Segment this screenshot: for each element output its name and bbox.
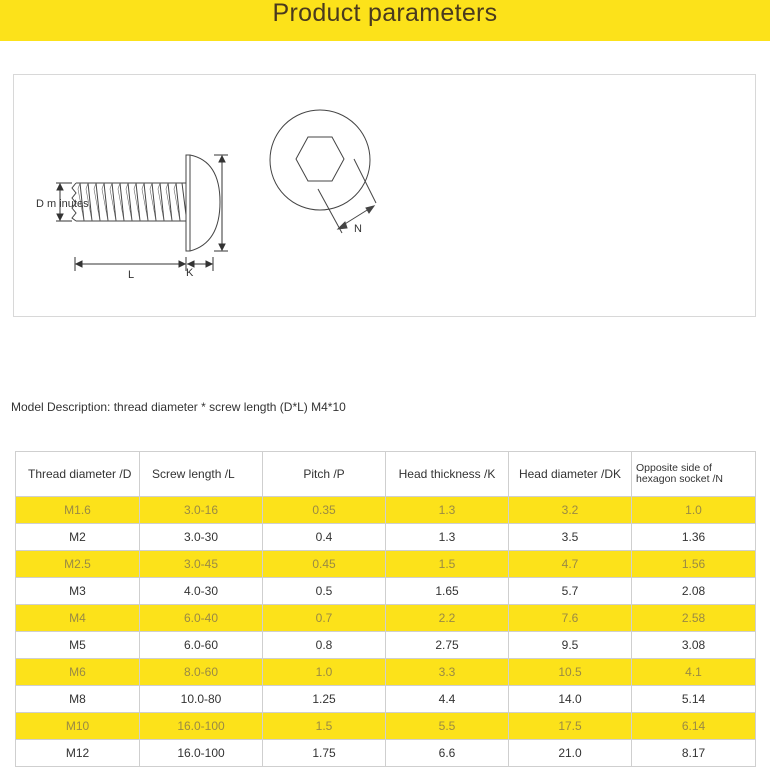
n-label: N [354, 223, 362, 235]
screw-diagram [13, 74, 756, 317]
cell-thread-diameter: M1.6 [16, 497, 140, 524]
cell-pitch: 0.45 [263, 551, 386, 578]
table-header-row [16, 452, 756, 497]
cell-hex-socket: 6.14 [632, 713, 756, 740]
cell-screw-length: 6.0-40 [140, 605, 263, 632]
cell-pitch: 0.35 [263, 497, 386, 524]
cell-head-thickness: 1.5 [386, 551, 509, 578]
cell-hex-socket: 1.56 [632, 551, 756, 578]
cell-pitch: 1.5 [263, 713, 386, 740]
header-pitch: Pitch /P [263, 452, 386, 497]
header-thread-diameter: Thread diameter /D [16, 452, 140, 497]
page-title: Product parameters [272, 0, 498, 27]
table-row [16, 524, 756, 551]
cell-pitch: 1.25 [263, 686, 386, 713]
header-hex-socket: Opposite side of hexagon socket /N [632, 452, 756, 497]
cell-pitch: 0.8 [263, 632, 386, 659]
cell-hex-socket: 3.08 [632, 632, 756, 659]
title-banner [0, 0, 770, 41]
table-row [16, 632, 756, 659]
cell-head-diameter: 3.5 [509, 524, 632, 551]
cell-thread-diameter: M2 [16, 524, 140, 551]
screw-drawing [14, 75, 755, 316]
cell-head-thickness: 2.2 [386, 605, 509, 632]
model-description: Model Description: thread diameter * screw length (D*L) M4*10 [11, 400, 346, 414]
table-row [16, 551, 756, 578]
cell-screw-length: 10.0-80 [140, 686, 263, 713]
cell-head-diameter: 9.5 [509, 632, 632, 659]
cell-pitch: 1.0 [263, 659, 386, 686]
cell-head-diameter: 3.2 [509, 497, 632, 524]
cell-pitch: 0.7 [263, 605, 386, 632]
table-row [16, 605, 756, 632]
cell-thread-diameter: M6 [16, 659, 140, 686]
cell-hex-socket: 2.08 [632, 578, 756, 605]
cell-thread-diameter: M8 [16, 686, 140, 713]
table-body [16, 497, 756, 767]
cell-head-thickness: 3.3 [386, 659, 509, 686]
cell-thread-diameter: M12 [16, 740, 140, 767]
cell-screw-length: 6.0-60 [140, 632, 263, 659]
cell-screw-length: 16.0-100 [140, 713, 263, 740]
cell-thread-diameter: M2.5 [16, 551, 140, 578]
l-label: L [128, 269, 135, 281]
parameter-table [15, 451, 756, 767]
cell-screw-length: 4.0-30 [140, 578, 263, 605]
cell-hex-socket: 5.14 [632, 686, 756, 713]
table-row [16, 686, 756, 713]
cell-head-diameter: 10.5 [509, 659, 632, 686]
cell-head-thickness: 1.65 [386, 578, 509, 605]
cell-head-diameter: 7.6 [509, 605, 632, 632]
table-row [16, 578, 756, 605]
d-label: D m inutes [36, 198, 89, 210]
cell-pitch: 1.75 [263, 740, 386, 767]
cell-screw-length: 3.0-30 [140, 524, 263, 551]
cell-pitch: 0.5 [263, 578, 386, 605]
cell-head-thickness: 1.3 [386, 524, 509, 551]
cell-hex-socket: 1.36 [632, 524, 756, 551]
cell-hex-socket: 4.1 [632, 659, 756, 686]
cell-screw-length: 8.0-60 [140, 659, 263, 686]
header-screw-length: Screw length /L [140, 452, 263, 497]
cell-hex-socket: 8.17 [632, 740, 756, 767]
cell-hex-socket: 2.58 [632, 605, 756, 632]
cell-thread-diameter: M5 [16, 632, 140, 659]
screw-thread-icon [72, 155, 220, 251]
cell-head-diameter: 4.7 [509, 551, 632, 578]
header-head-thickness: Head thickness /K [386, 452, 509, 497]
cell-head-diameter: 14.0 [509, 686, 632, 713]
table-row [16, 713, 756, 740]
cell-thread-diameter: M3 [16, 578, 140, 605]
table-row [16, 497, 756, 524]
cell-pitch: 0.4 [263, 524, 386, 551]
k-label: K [186, 267, 194, 279]
cell-head-thickness: 4.4 [386, 686, 509, 713]
cell-head-thickness: 6.6 [386, 740, 509, 767]
cell-head-diameter: 21.0 [509, 740, 632, 767]
cell-screw-length: 3.0-16 [140, 497, 263, 524]
cell-thread-diameter: M10 [16, 713, 140, 740]
cell-head-diameter: 5.7 [509, 578, 632, 605]
cell-screw-length: 3.0-45 [140, 551, 263, 578]
hex-socket-icon [270, 110, 376, 233]
table-row [16, 659, 756, 686]
cell-head-thickness: 1.3 [386, 497, 509, 524]
table-row [16, 740, 756, 767]
cell-head-thickness: 2.75 [386, 632, 509, 659]
cell-screw-length: 16.0-100 [140, 740, 263, 767]
cell-head-thickness: 5.5 [386, 713, 509, 740]
header-head-diameter: Head diameter /DK [509, 452, 632, 497]
cell-head-diameter: 17.5 [509, 713, 632, 740]
cell-hex-socket: 1.0 [632, 497, 756, 524]
cell-thread-diameter: M4 [16, 605, 140, 632]
